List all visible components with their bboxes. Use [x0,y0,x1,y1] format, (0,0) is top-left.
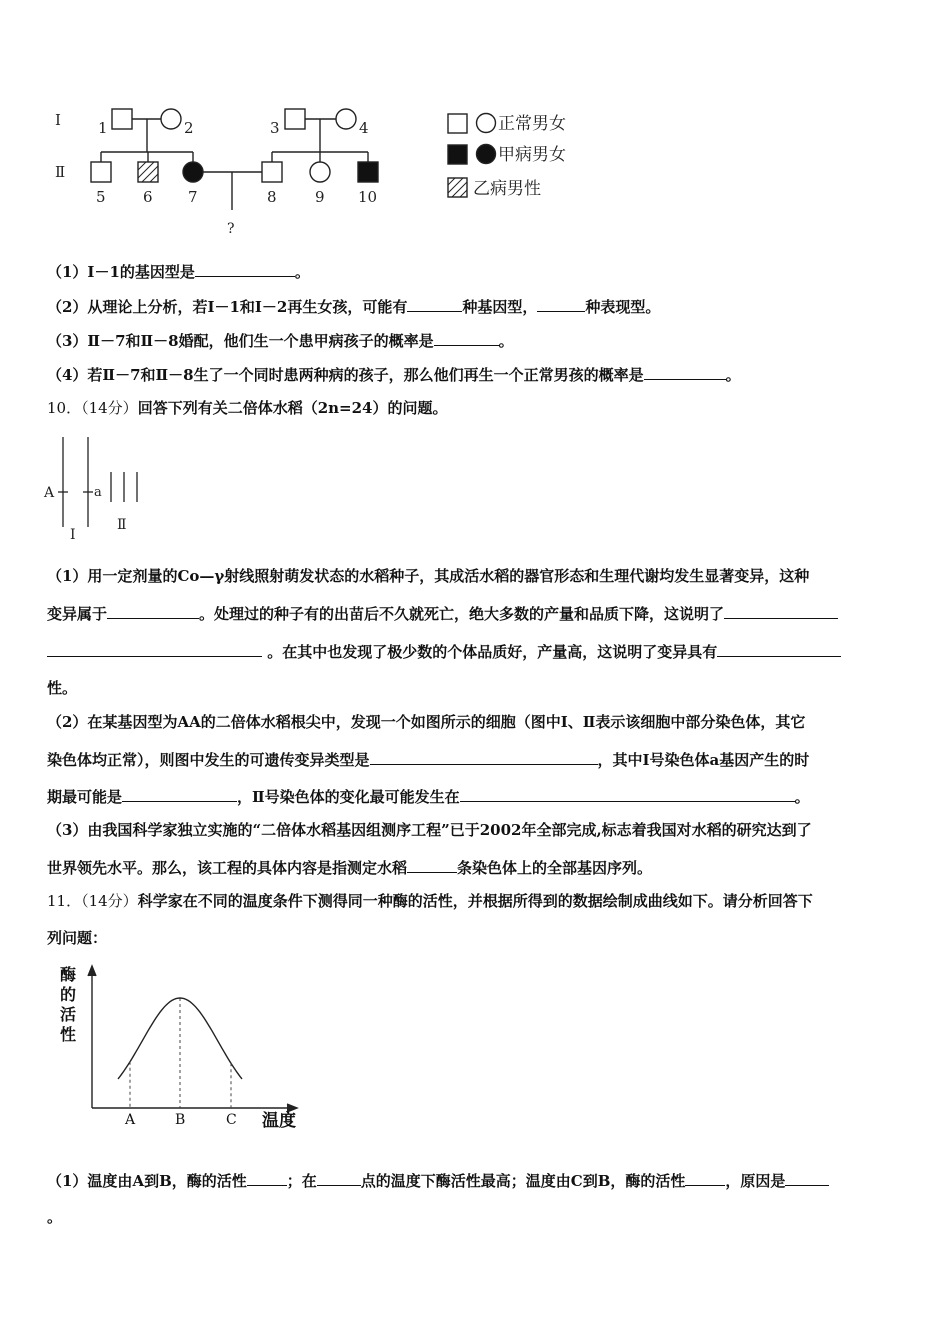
q10-p2-text: 染色体均正常），则图中发生的可遗传变异类型是 [47,751,370,769]
legend-normal-female-icon [477,114,496,133]
q10-p3-text: 条染色体上的全部基因序列。 [457,859,653,877]
q11-p1-text: ；在 [286,1172,317,1190]
q10-p1-text: 性。 [47,679,78,697]
answer-blank[interactable] [537,296,585,312]
q9-sub4-text: （4）若Ⅱ－7和Ⅱ－8生了一个同时患两种病的孩子，那么他们再生一个正常男孩的概率是 [47,366,644,384]
individual-5-male [91,162,111,182]
q10-p1-line4 [47,678,77,698]
answer-blank[interactable] [47,641,262,657]
q9-sub3-text: （3）Ⅱ－7和Ⅱ－8婚配，他们生一个患甲病孩子的概率是 [47,332,434,350]
q11-p1-line1 [47,1170,829,1191]
chromosome-II-label: Ⅱ [117,517,127,533]
q9-sub4 [47,364,741,385]
individual-2-female [161,109,181,129]
ylabel-char-2: 的 [60,985,77,1004]
q10-p1-text: （1）用一定剂量的Co—γ射线照射萌发状态的水稻种子，其成活水稻的器官形态和生理代谢均发生显著变异，这种 [47,567,810,585]
q10-p2-text: ，其中Ⅰ号染色体a基因产生的时 [597,751,810,769]
unknown-child: ? [227,221,235,237]
number-4: 4 [359,119,369,137]
q10-p1-text: 变异属于 [47,605,108,623]
q10-p1-line2 [47,603,838,624]
q11-p1-end: 。 [47,1208,63,1226]
legend-disease-a-female-icon [477,145,496,164]
answer-blank[interactable] [107,603,199,619]
ylabel-char-4: 性 [60,1025,77,1044]
q9-sub3 [47,330,514,351]
q10-p2-line3 [47,786,810,807]
ylabel-char-1: 酶 [60,965,77,984]
gene-A-label: A [44,485,55,501]
q10-number: 10． [47,399,82,417]
gen-label-1: Ⅰ [55,111,61,129]
q9-sub2-end: 种表现型。 [585,298,661,316]
number-6: 6 [143,188,153,206]
individual-9-female [310,162,330,182]
x-tick-C: C [226,1112,237,1128]
answer-blank[interactable] [370,749,598,765]
ylabel-char-3: 活 [60,1005,77,1024]
number-2: 2 [184,119,194,137]
q11-stem-text: 列问题： [47,929,108,947]
q9-sub4-end: 。 [725,366,741,384]
legend-normal-label: 正常男女 [498,114,566,134]
legend-disease-a-label: 甲病男女 [498,145,566,165]
individual-10-male-disease-a [358,162,378,182]
q10-p1-text: 。处理过的种子有的出苗后不久就死亡，绝大多数的产量和品质下降，这说明了 [199,605,725,623]
q10-p3-text: （3）由我国科学家独立实施的“二倍体水稻基因组测序工程”已于2002年全部完成,标志着我国对水稻的研究达到了 [47,821,812,839]
number-1: 1 [98,119,108,137]
q10-p2-text: ，Ⅱ号染色体的变化最可能发生在 [237,788,460,806]
q11-p1-text: 点的温度下酶活性最高；温度由C到B，酶的活性 [360,1172,686,1190]
q9-sub2 [47,296,660,317]
individual-4-female [336,109,356,129]
q10-p2-line1 [47,712,805,732]
number-8: 8 [267,188,277,206]
q10-p2-text: （2）在某基因型为AA的二倍体水稻根尖中，发现一个如图所示的细胞（图中Ⅰ、Ⅱ表示该细胞中部分染色体，其它 [47,713,806,731]
answer-blank[interactable] [407,857,457,873]
q10-stem: 回答下列有关二倍体水稻（2n=24）的问题。 [137,399,448,417]
enzyme-activity-chart [40,958,320,1138]
q10-p1-line1 [47,566,809,586]
q10-header [47,398,447,418]
q11-number: 11． [47,892,82,910]
answer-blank[interactable] [434,330,499,346]
q10-p3-line1 [47,820,812,840]
q10-score: （14分） [81,399,138,417]
answer-blank[interactable] [785,1170,829,1186]
number-9: 9 [315,188,325,206]
chromosome-I-label: Ⅰ [70,527,76,543]
answer-blank[interactable] [407,296,462,312]
number-7: 7 [188,188,198,206]
chromosome-figure [40,432,160,547]
q9-sub3-end: 。 [498,332,514,350]
q9-sub2-text: （2）从理论上分析，若Ⅰ－1和Ⅰ－2再生女孩，可能有 [47,298,408,316]
q11-stem: 科学家在不同的温度条件下测得同一种酶的活性，并根据所得到的数据绘制成曲线如下。请分析回答下 [137,892,813,910]
q9-sub1 [47,261,310,282]
xlabel: 温度 [262,1111,296,1131]
individual-1-male [112,109,132,129]
individual-8-male [262,162,282,182]
y-axis-arrow [88,966,96,976]
answer-blank[interactable] [724,603,838,619]
q9-sub1-end: 。 [294,263,310,281]
answer-blank[interactable] [717,641,841,657]
answer-blank[interactable] [644,364,726,380]
number-5: 5 [96,188,106,206]
gen-label-2: Ⅱ [55,163,66,181]
answer-blank[interactable] [247,1170,287,1186]
q10-p2-line2 [47,749,809,770]
gene-a-label: a [94,485,102,500]
individual-7-female-disease-a [183,162,203,182]
number-3: 3 [270,119,280,137]
legend-normal-male-icon [448,114,467,133]
q11-stem-line2 [47,928,107,948]
legend-disease-b-label: 乙病男性 [473,179,541,199]
q10-p1-line3 [47,641,841,662]
answer-blank[interactable] [122,786,237,802]
x-tick-A: A [125,1112,136,1128]
q9-sub1-text: （1）Ⅰ－1的基因型是 [47,263,195,281]
q10-p3-text: 世界领先水平。那么，该工程的具体内容是指测定水稻 [47,859,408,877]
q11-header [47,891,813,911]
individual-3-male [285,109,305,129]
legend-disease-b-male-icon [448,178,467,197]
answer-blank[interactable] [317,1170,361,1186]
q10-p2-text: 。 [794,788,810,806]
q11-score: （14分） [81,892,138,910]
legend-disease-a-male-icon [448,145,467,164]
answer-blank[interactable] [685,1170,725,1186]
q10-p1-text: 。在其中也发现了极少数的个体品质好，产量高，这说明了变异具有 [267,643,718,661]
q10-p3-line2 [47,857,652,878]
number-10: 10 [358,188,378,206]
answer-blank[interactable] [460,786,795,802]
q10-p2-text: 期最可能是 [47,788,123,806]
q11-p1-text: （1）温度由A到B，酶的活性 [47,1172,247,1190]
individual-6-male-disease-b [138,162,158,182]
q9-sub2-mid: 种基因型， [462,298,538,316]
x-tick-B: B [175,1112,186,1128]
pedigree-figure [40,95,600,245]
q11-p1-text: ，原因是 [725,1172,786,1190]
q11-p1-line2 [47,1207,62,1227]
answer-blank[interactable] [195,261,295,277]
